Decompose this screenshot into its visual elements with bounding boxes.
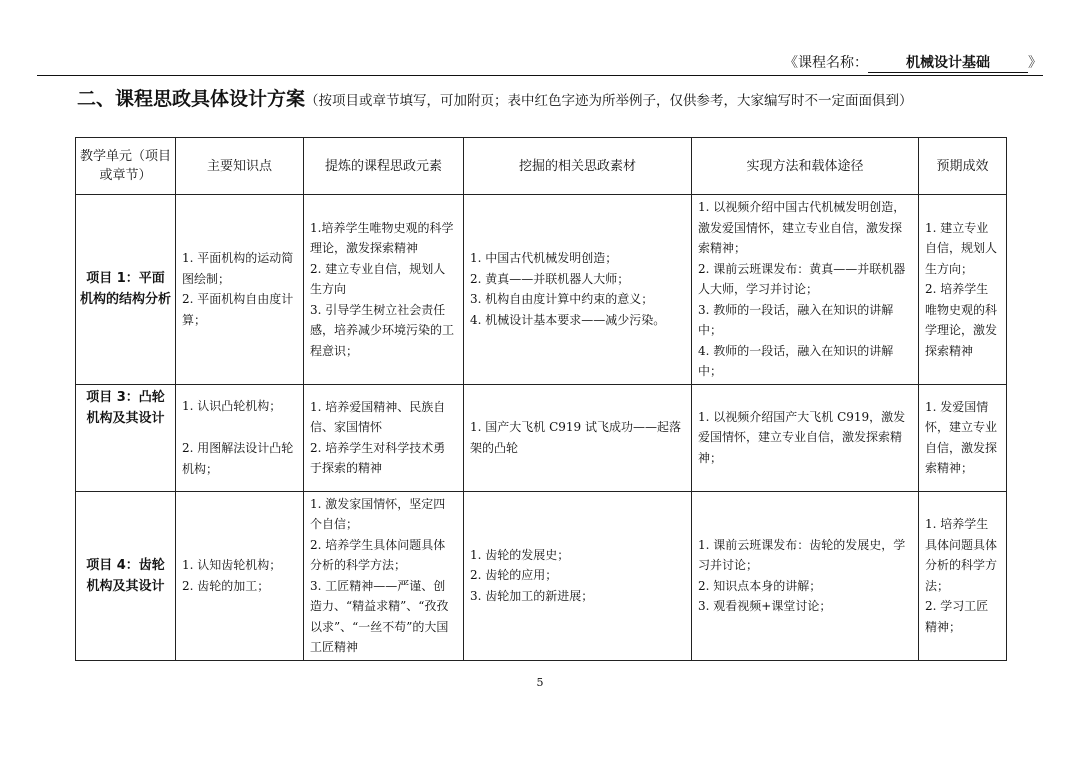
- header-teaching-unit: 教学单元（项目或章节）: [76, 138, 176, 195]
- cell-line: 2. 学习工匠精神；: [925, 599, 989, 634]
- unit-cell: 项目 1：平面机构的结构分析: [76, 195, 176, 385]
- cell-line: 2. 课前云班课发布：黄真——并联机器人大师，学习并讨论；: [698, 261, 906, 296]
- table-row: [76, 491, 1007, 660]
- outcomes-cell: [919, 491, 1007, 660]
- methods-cell: [692, 384, 919, 491]
- methods-cell: [692, 491, 919, 660]
- cell-line: 4. 机械设计基本要求——减少污染。: [470, 312, 666, 327]
- elements-cell: [304, 491, 464, 660]
- cell-line: 3. 机构自由度计算中约束的意义；: [470, 292, 654, 307]
- cell-line: 1.培养学生唯物史观的科学理论，激发探索精神: [310, 220, 454, 255]
- cell-line: 3. 引导学生树立社会责任感，培养减少环境污染的工程意识；: [310, 302, 455, 358]
- cell-line: 2. 知识点本身的讲解；: [698, 578, 822, 593]
- table-row: [76, 195, 1007, 385]
- unit-cell: 项目 3：凸轮机构及其设计: [76, 384, 176, 491]
- cell-line: 1. 以视频介绍国产大飞机 C919，激发爱国情怀，建立专业自信，激发探索精神；: [698, 409, 906, 465]
- table-row: [76, 384, 1007, 491]
- cell-line: 1. 平面机构的运动简图绘制；: [182, 251, 294, 286]
- cell-line: 2. 建立专业自信，规划人生方向: [310, 261, 446, 296]
- cell-line: 1. 培养学生具体问题具体分析的科学方法；: [925, 517, 998, 593]
- course-label-suffix: 》: [1028, 55, 1042, 71]
- section-note: （按项目或章节填写，可加附页；表中红色字迹为所举例子，仅供参考，大家编写时不一定面面俱到）: [305, 93, 913, 109]
- cell-line: 1. 中国古代机械发明创造；: [470, 251, 618, 266]
- header-ideological-elements: 提炼的课程思政元素: [304, 138, 464, 195]
- header-methods-and-carriers: 实现方法和载体途径: [692, 138, 919, 195]
- cell-line: 2. 用图解法设计凸轮机构；: [182, 441, 294, 476]
- cell-line: 4. 教师的一段话，融入在知识的讲解中；: [698, 343, 894, 378]
- knowledge-cell: [176, 491, 304, 660]
- elements-cell: [304, 384, 464, 491]
- cell-line: 2. 齿轮的应用；: [470, 568, 558, 583]
- materials-cell: [464, 195, 692, 385]
- design-plan-table: [75, 137, 1007, 661]
- materials-cell: [464, 491, 692, 660]
- header-knowledge-points: 主要知识点: [176, 138, 304, 195]
- cell-line: 1. 国产大飞机 C919 试飞成功——起落架的凸轮: [470, 420, 681, 455]
- cell-line: 3. 工匠精神——严谨、创造力、“精益求精”、“孜孜以求”、“一丝不苟”的大国工匠精神: [310, 578, 449, 654]
- cell-line: 1. 课前云班课发布：齿轮的发展史，学习并讨论；: [698, 537, 906, 572]
- section-heading: 二、课程思政具体设计方案: [77, 88, 306, 110]
- cell-line: 1. 认知齿轮机构；: [182, 558, 282, 572]
- course-name-header: [0, 52, 1042, 73]
- page-number: 5: [536, 676, 544, 689]
- materials-cell: [464, 384, 692, 491]
- outcomes-cell: [919, 384, 1007, 491]
- knowledge-cell: [176, 195, 304, 385]
- unit-cell: 项目 4：齿轮机构及其设计: [76, 491, 176, 660]
- elements-cell: [304, 195, 464, 385]
- cell-line: 2. 培养学生具体问题具体分析的科学方法；: [310, 537, 446, 572]
- cell-line: 1. 建立专业自信，规划人生方向；: [925, 220, 998, 276]
- cell-spacer: [182, 416, 297, 438]
- cell-line: 2. 齿轮的加工；: [182, 578, 270, 593]
- cell-line: 3. 教师的一段话，融入在知识的讲解中；: [698, 302, 894, 337]
- cell-line: 1. 认识凸轮机构；: [182, 398, 282, 413]
- cell-line: 1. 以视频介绍中国古代机械发明创造，激发爱国情怀，建立专业自信，激发探索精神；: [698, 200, 906, 255]
- cell-line: 2. 平面机构自由度计算；: [182, 292, 294, 327]
- table-header-row: [76, 138, 1007, 195]
- cell-line: 1. 培养爱国精神、民族自信、家国情怀: [310, 399, 446, 434]
- cell-line: 1. 发爱国情怀，建立专业自信，激发探索精神；: [925, 399, 998, 475]
- cell-line: 2. 培养学生唯物史观的科学理论，激发探索精神: [925, 282, 998, 358]
- header-related-materials: 挖掘的相关思政素材: [464, 138, 692, 195]
- header-expected-outcomes: 预期成效: [919, 138, 1007, 195]
- methods-cell: [692, 195, 919, 385]
- cell-line: 3. 齿轮加工的新进展；: [470, 588, 594, 603]
- course-name: 机械设计基础: [868, 52, 1028, 73]
- cell-line: 3. 观看视频+课堂讨论；: [698, 599, 832, 613]
- section-title: [77, 87, 1037, 113]
- cell-line: 2. 培养学生对科学技术勇于探索的精神: [310, 440, 446, 475]
- cell-line: 1. 激发家国情怀，坚定四个自信；: [310, 496, 446, 531]
- knowledge-cell: [176, 384, 304, 491]
- cell-line: 2. 黄真——并联机器人大师；: [470, 271, 630, 286]
- cell-line: 1. 齿轮的发展史；: [470, 547, 570, 562]
- course-label-prefix: 《课程名称：: [784, 55, 868, 71]
- header-rule: [37, 75, 1043, 76]
- outcomes-cell: [919, 195, 1007, 385]
